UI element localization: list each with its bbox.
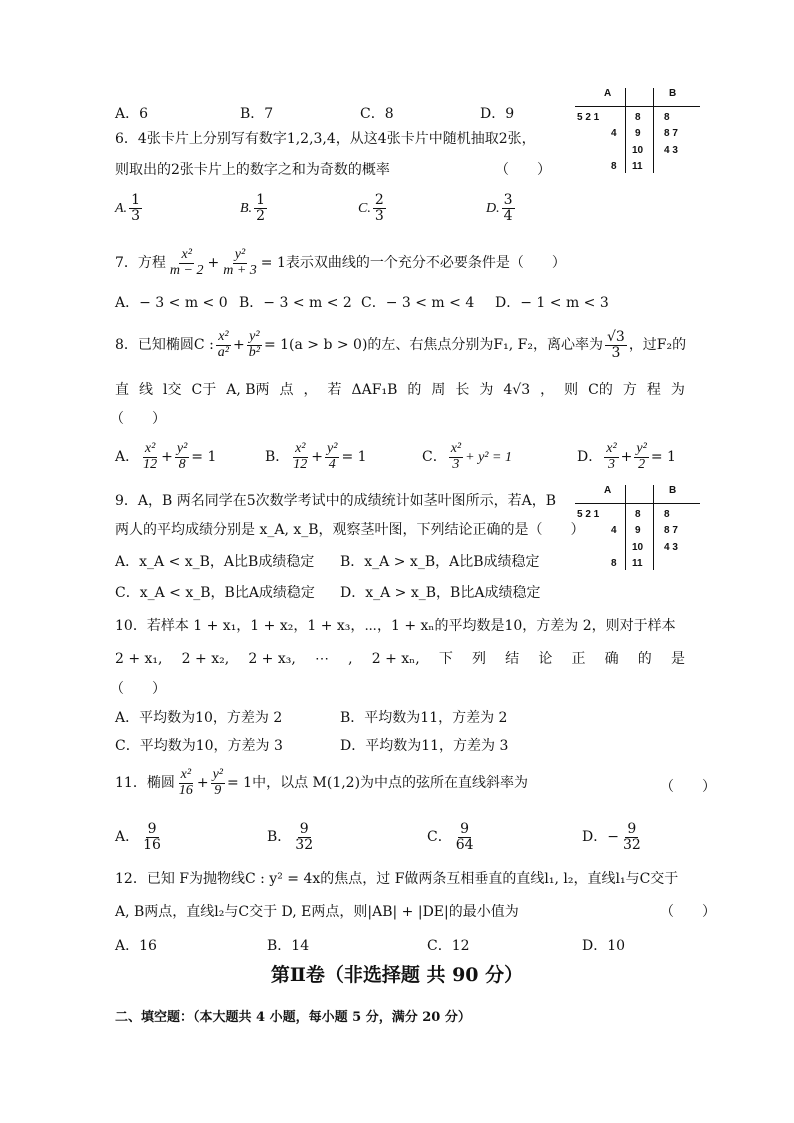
- q10-line2: 2 + x₁, 2 + x₂, 2 + x₃, ⋯ , 2 + xₙ, 下 列 结 论 正 确 的 是: [115, 651, 685, 667]
- q5-opt-c: C．8: [360, 106, 394, 122]
- leaf-a: 4: [611, 525, 617, 536]
- q10-opt-b: B．平均数为11，方差为 2: [340, 710, 508, 726]
- leaf-a: 8: [611, 558, 617, 569]
- stem-right-border: [653, 88, 654, 173]
- stem: 9: [635, 128, 641, 139]
- q8-opt-b: B． $\frac{\text{x²}}{12}$ + $\frac{\text{y²}}{4}$ = 1: [265, 441, 367, 472]
- q12-opt-c: C．12: [427, 938, 470, 954]
- q6-opt-c: C. $\frac{2}{3}$: [358, 192, 384, 224]
- leaf-a: 5 2 1: [577, 112, 600, 123]
- stem-leaf-plot-2: [575, 485, 700, 570]
- stem-head-b: B: [669, 485, 677, 496]
- q5-opt-d: D．9: [480, 106, 515, 122]
- q7-opt-a: A．− 3 < m < 0: [115, 295, 228, 311]
- stem-head-a: A: [604, 485, 612, 496]
- q10-opt-c: C．平均数为10，方差为 3: [115, 738, 283, 754]
- q8-opt-d: D． $\frac{\text{x²}}{3}$ + $\frac{\text{y²}}{2}$ = 1: [577, 441, 676, 472]
- leaf-a: 8: [611, 161, 617, 172]
- leaf-b: 8: [664, 112, 670, 123]
- q7-stem: 7．方程 $\frac{\text{x²}}{m - 2}$ + $\frac{\text{y²}}{m + 3}$ = 1表示双曲线的一个充分不必要条件是（ ）: [115, 247, 566, 278]
- q7-opt-c: C．− 3 < m < 4: [361, 295, 475, 311]
- q12-paren: （ ）: [660, 904, 716, 920]
- leaf-b: 4 3: [664, 145, 678, 156]
- q6-opt-a: A. $\frac{1}{3}$: [115, 192, 140, 224]
- q8-stem: 8．已知椭圆C : $\frac{\text{x²}}{\text{a²}}$ + $\frac{\text{y²}}{\text{b²}}$ = 1(a > b > 0)的左、右焦点分别为F₁, F₂，离心率为 $\frac{√3}{3}$ ，过F₂的: [115, 329, 687, 361]
- q11-options: [115, 822, 645, 852]
- q10-opt-a: A．平均数为10，方差为 2: [115, 710, 283, 726]
- q9-line2: 两人的平均成绩分别是 x_A, x_B，观察茎叶图，下列结论正确的是（ ）: [115, 522, 585, 538]
- q12-opt-a: A．16: [115, 938, 157, 954]
- q8-opt-a: A． $\frac{\text{x²}}{12}$ + $\frac{\text{y²}}{8}$ = 1: [115, 441, 217, 472]
- q11-opt-b: B． $\frac{9}{32}$: [267, 821, 314, 853]
- q12-opt-d: D．10: [582, 938, 626, 954]
- q12-line2: A, B两点，直线l₂与C交于 D, E两点，则|AB| + |DE|的最小值为: [115, 904, 519, 920]
- stem-leaf-plot-1: [575, 88, 700, 173]
- q9-opt-a: A．x_A < x_B，A比B成绩稳定: [115, 554, 315, 570]
- q12-options: [115, 936, 625, 956]
- q12-line1: 12．已知 F为抛物线C : y² = 4x的焦点，过 F做两条互相垂直的直线l₁, l₂，直线l₁与C交于: [115, 871, 679, 887]
- q11-opt-a: A． $\frac{9}{16}$: [115, 821, 161, 853]
- stem: 10: [632, 542, 644, 553]
- stem-left-border: [625, 88, 626, 173]
- q11-stem: 11．椭圆 $\frac{\text{x²}}{16}$ + $\frac{\text{y²}}{9}$ = 1中，以点 M(1,2)为中点的弦所在直线斜率为: [115, 767, 529, 798]
- stem: 9: [635, 525, 641, 536]
- stem: 8: [635, 112, 641, 123]
- q9-line1: 9．A，B 两名同学在5次数学考试中的成绩统计如茎叶图所示，若A，B: [115, 493, 557, 509]
- q8-options: [115, 442, 676, 472]
- q5-opt-b: B．7: [240, 106, 274, 122]
- q6-line2: 则取出的2张卡片上的数字之和为奇数的概率: [115, 162, 390, 178]
- leaf-a: 4: [611, 128, 617, 139]
- stem-divider: [575, 106, 700, 107]
- stem: 10: [632, 145, 644, 156]
- stem-head-b: B: [669, 88, 677, 99]
- q10-paren: （ ）: [110, 681, 166, 697]
- part2-title: 第Ⅱ卷（非选择题 共 90 分）: [270, 964, 524, 986]
- q6-paren: （ ）: [495, 162, 551, 178]
- q7-opt-d: D．− 1 < m < 3: [495, 295, 609, 311]
- section2-heading: 二、填空题：（本大题共 4 小题，每小题 5 分，满分 20 分）: [115, 1010, 471, 1025]
- q9-opt-c: C．x_A < x_B，B比A成绩稳定: [115, 585, 315, 601]
- q6-line1: 6．4张卡片上分别写有数字1,2,3,4，从这4张卡片中随机抽取2张，: [115, 131, 536, 147]
- q6-opt-b: B. $\frac{1}{2}$: [240, 192, 265, 224]
- q8-line2: 直 线 l交 C于 A, B两 点 ， 若 ΔAF₁B 的 周 长 为 4√3 ， 则 C的 方 程 为: [115, 382, 685, 398]
- q6-opt-d: D. $\frac{3}{4}$: [486, 192, 513, 224]
- stem-right-border: [653, 485, 654, 570]
- stem: 11: [632, 161, 643, 172]
- leaf-b: 8 7: [664, 128, 678, 139]
- q11-opt-c: C． $\frac{9}{64}$: [427, 821, 474, 853]
- q10-options-row1: [115, 708, 507, 728]
- q9-opt-d: D．x_A > x_B，B比A成绩稳定: [340, 585, 541, 601]
- leaf-b: 4 3: [664, 542, 678, 553]
- leaf-a: 5 2 1: [577, 509, 600, 520]
- q5-options: [115, 104, 514, 124]
- stem: 8: [635, 509, 641, 520]
- q9-opt-b: B．x_A > x_B，A比B成绩稳定: [340, 554, 540, 570]
- stem-divider: [575, 503, 700, 504]
- q7-opt-b: B．− 3 < m < 2: [239, 295, 352, 311]
- stem-head-a: A: [604, 88, 612, 99]
- q5-opt-a: A．6: [115, 106, 149, 122]
- stem: 11: [632, 558, 643, 569]
- stem-left-border: [625, 485, 626, 570]
- q11-paren: （ ）: [660, 779, 716, 795]
- leaf-b: 8: [664, 509, 670, 520]
- q11-opt-d: D．− $\frac{9}{32}$: [582, 821, 641, 853]
- q9-options-row1: [115, 552, 540, 572]
- q9-options-row2: [115, 583, 540, 603]
- q10-line1: 10．若样本 1 + x₁，1 + x₂，1 + x₃，⋯，1 + xₙ的平均数是10，方差为 2，则对于样本: [115, 618, 676, 634]
- q12-opt-b: B．14: [267, 938, 310, 954]
- q8-opt-c: C． $\frac{\text{x²}}{3}$ + y² = 1: [422, 441, 512, 472]
- leaf-b: 8 7: [664, 525, 678, 536]
- q7-options: [115, 293, 609, 313]
- q6-options: [115, 193, 517, 223]
- q10-opt-d: D．平均数为11，方差为 3: [340, 738, 509, 754]
- q10-options-row2: [115, 736, 508, 756]
- q8-paren: （ ）: [110, 411, 166, 427]
